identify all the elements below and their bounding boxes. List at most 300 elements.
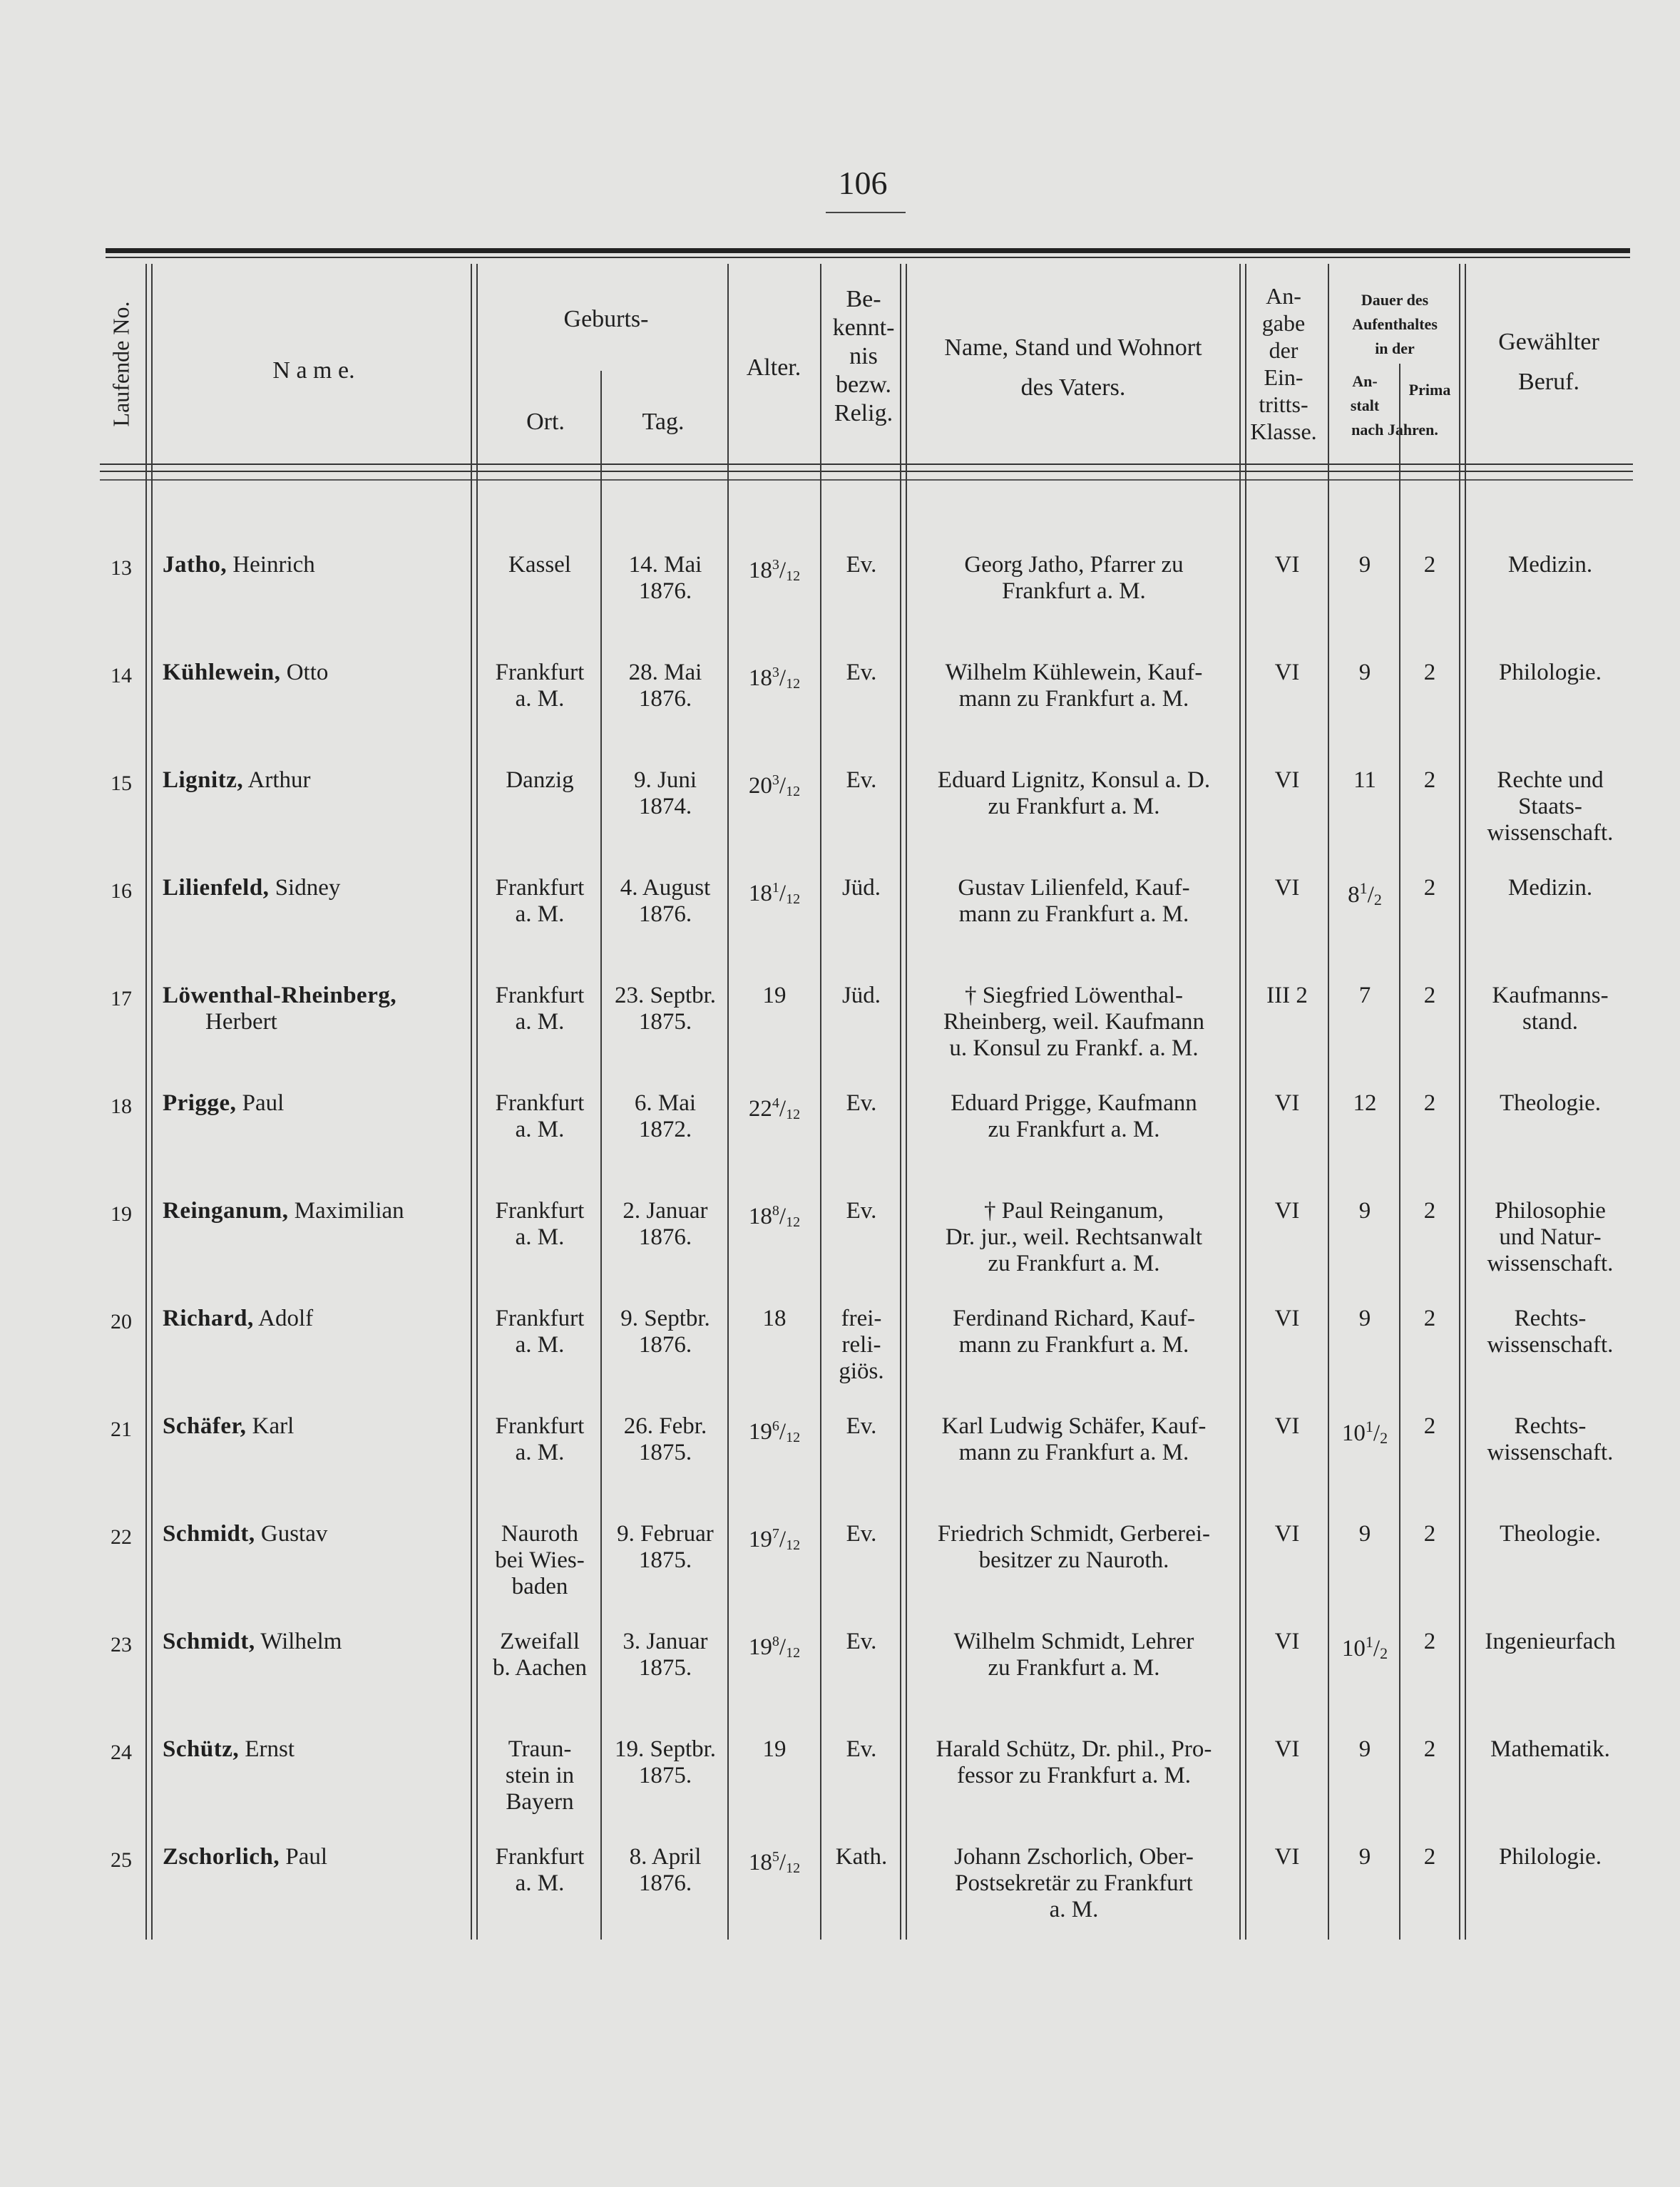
header-vater: Name, Stand und Wohnort des Vaters. xyxy=(944,334,1202,401)
father-info xyxy=(908,1521,1239,1574)
age-slash: / xyxy=(779,1527,787,1552)
chosen-profession-line: Ingenieurfach xyxy=(1485,1629,1616,1654)
student-name xyxy=(163,552,469,578)
birth-place-line: a. M. xyxy=(515,1870,565,1896)
birth-date-line: 1876. xyxy=(638,901,692,927)
age-whole: 18 xyxy=(748,1204,772,1229)
age-slash: / xyxy=(779,773,787,799)
birth-date-line: 1875. xyxy=(638,1009,692,1035)
years-anstalt-denominator: 2 xyxy=(1373,891,1382,908)
years-anstalt-numerator: 1 xyxy=(1365,1418,1373,1435)
birth-place-line: Bayern xyxy=(506,1789,574,1815)
years-prima: 2 xyxy=(1423,1521,1436,1547)
row-number: 14 xyxy=(111,664,132,687)
age-slash: / xyxy=(779,881,787,906)
years-prima: 2 xyxy=(1423,552,1436,578)
birth-place-line: b. Aachen xyxy=(493,1655,587,1681)
student-name xyxy=(163,1090,469,1117)
chosen-profession-line: Philosophie xyxy=(1495,1198,1606,1224)
age xyxy=(729,1629,820,1666)
birth-place-line: a. M. xyxy=(515,901,565,927)
religion-line: Jüd. xyxy=(841,875,881,901)
row-number: 20 xyxy=(111,1310,132,1333)
age xyxy=(729,983,820,1009)
birth-date-line: 1876. xyxy=(638,578,692,604)
student-given-name: Karl xyxy=(246,1413,294,1439)
entry-class: VI xyxy=(1274,1629,1300,1654)
birth-date xyxy=(603,983,727,1035)
father-info-line: † Paul Reinganum, xyxy=(983,1198,1164,1224)
years-anstalt-whole: 9 xyxy=(1358,552,1371,578)
chosen-profession xyxy=(1466,552,1634,578)
religion xyxy=(821,1090,901,1117)
chosen-profession-line: wissenschaft. xyxy=(1487,1440,1614,1465)
years-anstalt xyxy=(1331,1736,1399,1763)
row-number: 25 xyxy=(111,1848,132,1872)
religion xyxy=(821,983,901,1009)
age-slash: / xyxy=(779,665,787,691)
father-info-line: Gustav Lilienfeld, Kauf- xyxy=(958,875,1190,901)
age-whole: 19 xyxy=(762,983,787,1008)
student-surname: Prigge, xyxy=(163,1090,237,1116)
father-info-line: Friedrich Schmidt, Gerberei- xyxy=(937,1521,1211,1547)
age-denominator: 12 xyxy=(786,1430,801,1445)
birth-place xyxy=(479,660,600,712)
religion-line: Ev. xyxy=(846,1629,877,1654)
birth-date xyxy=(603,767,727,820)
years-anstalt-numerator: 1 xyxy=(1365,1633,1373,1651)
years-prima: 2 xyxy=(1423,1198,1436,1224)
father-info-line: zu Frankfurt a. M. xyxy=(988,1117,1160,1142)
row-number: 15 xyxy=(111,772,132,795)
years-anstalt-slash: / xyxy=(1373,1420,1381,1446)
age-denominator: 12 xyxy=(786,1645,801,1661)
page-number: 106 xyxy=(838,165,888,201)
student-name xyxy=(163,767,469,794)
birth-date-line: 8. April xyxy=(629,1844,702,1870)
header-tag: Tag. xyxy=(642,409,685,435)
student-name xyxy=(163,1198,469,1224)
birth-place-line: baden xyxy=(511,1574,568,1599)
student-surname: Kühlewein, xyxy=(163,660,281,685)
entry-class: III 2 xyxy=(1266,983,1308,1008)
birth-place-line: a. M. xyxy=(515,1332,565,1358)
age-whole: 19 xyxy=(748,1634,772,1660)
birth-date-line: 1875. xyxy=(638,1763,692,1788)
birth-date-line: 3. Januar xyxy=(623,1629,708,1654)
chosen-profession xyxy=(1466,1198,1634,1277)
chosen-profession xyxy=(1466,1090,1634,1117)
chosen-profession-line: Theologie. xyxy=(1499,1521,1602,1547)
age-whole: 18 xyxy=(748,665,772,691)
chosen-profession-line: Theologie. xyxy=(1499,1090,1602,1116)
years-prima: 2 xyxy=(1423,1306,1436,1331)
years-anstalt xyxy=(1331,767,1399,794)
years-anstalt-whole: 10 xyxy=(1341,1636,1366,1661)
birth-date-line: 1875. xyxy=(638,1655,692,1681)
birth-place-line: Zweifall xyxy=(500,1629,580,1654)
father-info xyxy=(908,1844,1239,1923)
row-number: 17 xyxy=(111,987,132,1010)
father-info-line: Eduard Lignitz, Konsul a. D. xyxy=(937,767,1211,793)
student-given-name: Sidney xyxy=(269,875,341,901)
years-anstalt-numerator: 1 xyxy=(1359,879,1368,897)
religion xyxy=(821,660,901,686)
chosen-profession-line: stand. xyxy=(1522,1009,1578,1035)
chosen-profession xyxy=(1466,1844,1634,1870)
age xyxy=(729,767,820,805)
father-info-line: Ferdinand Richard, Kauf- xyxy=(953,1306,1195,1331)
birth-date-line: 2. Januar xyxy=(623,1198,708,1224)
birth-place xyxy=(479,1090,600,1143)
father-info-line: Karl Ludwig Schäfer, Kauf- xyxy=(941,1413,1207,1439)
father-info-line: mann zu Frankfurt a. M. xyxy=(958,1440,1189,1465)
birth-place-line: Frankfurt xyxy=(495,1198,585,1224)
age-whole: 19 xyxy=(762,1736,787,1762)
age-numerator: 3 xyxy=(772,665,779,680)
age-denominator: 12 xyxy=(786,1537,801,1553)
religion-line: Ev. xyxy=(846,1521,877,1547)
age xyxy=(729,1844,820,1882)
father-info-line: a. M. xyxy=(1049,1897,1099,1922)
years-prima: 2 xyxy=(1423,983,1436,1008)
age-numerator: 3 xyxy=(772,772,779,788)
entry-class: VI xyxy=(1274,1844,1300,1870)
years-anstalt-whole: 9 xyxy=(1358,1736,1371,1762)
birth-date-line: 4. August xyxy=(620,875,711,901)
age-numerator: 1 xyxy=(772,880,779,896)
father-info xyxy=(908,875,1239,928)
religion-line: frei- xyxy=(841,1306,882,1331)
birth-place-line: Frankfurt xyxy=(495,1844,585,1870)
birth-place-line: a. M. xyxy=(515,1117,565,1142)
years-prima: 2 xyxy=(1423,1736,1436,1762)
years-prima: 2 xyxy=(1423,1844,1436,1870)
student-name xyxy=(163,1306,469,1332)
row-number: 18 xyxy=(111,1095,132,1118)
birth-date-line: 26. Febr. xyxy=(623,1413,707,1439)
age-whole: 20 xyxy=(748,773,772,799)
religion xyxy=(821,767,901,794)
row-number: 13 xyxy=(111,556,132,580)
years-anstalt-whole: 12 xyxy=(1353,1090,1377,1116)
age-numerator: 8 xyxy=(772,1634,779,1649)
chosen-profession-line: wissenschaft. xyxy=(1487,1251,1614,1276)
father-info xyxy=(908,1090,1239,1143)
header-bekenntnis: Be- kennt- nis bezw. Relig. xyxy=(832,286,895,426)
student-given-name: Maximilian xyxy=(288,1198,404,1224)
religion xyxy=(821,1736,901,1763)
birth-place xyxy=(479,1521,600,1600)
years-anstalt xyxy=(1331,1090,1399,1117)
years-anstalt xyxy=(1331,1198,1399,1224)
student-surname: Lilienfeld, xyxy=(163,875,270,901)
father-info-line: zu Frankfurt a. M. xyxy=(988,1251,1160,1276)
birth-date-line: 1876. xyxy=(638,1224,692,1250)
religion-line: Ev. xyxy=(846,1736,877,1762)
birth-date-line: 1875. xyxy=(638,1440,692,1465)
chosen-profession-line: Philologie. xyxy=(1499,1844,1602,1870)
header-alter: Alter. xyxy=(746,354,801,381)
student-surname: Schäfer, xyxy=(163,1413,247,1439)
age xyxy=(729,1413,820,1451)
religion xyxy=(821,1844,901,1870)
father-info-line: Georg Jatho, Pfarrer zu xyxy=(964,552,1184,578)
father-info-line: mann zu Frankfurt a. M. xyxy=(958,1332,1189,1358)
religion-line: giös. xyxy=(839,1358,884,1384)
birth-place xyxy=(479,983,600,1035)
years-anstalt xyxy=(1331,875,1399,913)
student-given-name: Otto xyxy=(280,660,329,685)
header-angabe: An- gabe der Ein- tritts- Klasse. xyxy=(1250,283,1317,444)
birth-date-line: 1872. xyxy=(638,1117,692,1142)
religion-line: Ev. xyxy=(846,1090,877,1116)
religion xyxy=(821,1413,901,1440)
religion xyxy=(821,875,901,901)
years-anstalt xyxy=(1331,983,1399,1009)
father-info-line: Eduard Prigge, Kaufmann xyxy=(951,1090,1197,1116)
chosen-profession-line: Rechts- xyxy=(1514,1306,1587,1331)
birth-place-line: Danzig xyxy=(506,767,574,793)
birth-date-line: 1876. xyxy=(638,686,692,712)
age-slash: / xyxy=(779,1850,787,1875)
birth-place xyxy=(479,552,600,578)
header-dauer: Dauer des Aufenthaltes in der xyxy=(1352,291,1438,357)
chosen-profession-line: Mathematik. xyxy=(1490,1736,1610,1762)
father-info-line: u. Konsul zu Frankf. a. M. xyxy=(949,1035,1199,1061)
years-prima: 2 xyxy=(1423,767,1436,793)
entry-class: VI xyxy=(1274,1090,1300,1116)
years-anstalt-whole: 9 xyxy=(1358,660,1371,685)
birth-date-line: 28. Mai xyxy=(628,660,702,685)
entry-class: VI xyxy=(1274,875,1300,901)
entry-class: VI xyxy=(1274,1413,1300,1439)
row-number: 24 xyxy=(111,1741,132,1764)
birth-place xyxy=(479,1413,600,1466)
birth-date xyxy=(603,1413,727,1466)
birth-date-line: 1876. xyxy=(638,1870,692,1896)
header-laufende-no: Laufende No. xyxy=(108,301,134,426)
age-slash: / xyxy=(779,1419,787,1445)
years-anstalt-denominator: 2 xyxy=(1380,1644,1388,1662)
birth-place-line: Frankfurt xyxy=(495,1090,585,1116)
years-anstalt-denominator: 2 xyxy=(1380,1429,1388,1447)
birth-date-line: 1876. xyxy=(638,1332,692,1358)
age-denominator: 12 xyxy=(786,784,801,799)
student-surname: Richard, xyxy=(163,1306,254,1331)
row-number: 16 xyxy=(111,879,132,903)
age xyxy=(729,1306,820,1332)
birth-date xyxy=(603,1090,727,1143)
age-whole: 19 xyxy=(748,1527,772,1552)
entry-class: VI xyxy=(1274,1198,1300,1224)
father-info-line: Rheinberg, weil. Kaufmann xyxy=(943,1009,1204,1035)
entry-class: VI xyxy=(1274,1306,1300,1331)
years-anstalt xyxy=(1331,1844,1399,1870)
birth-place xyxy=(479,1198,600,1251)
age-whole: 19 xyxy=(748,1419,772,1445)
entry-class: VI xyxy=(1274,552,1300,578)
age-numerator: 3 xyxy=(772,557,779,573)
chosen-profession-line: Rechte und xyxy=(1497,767,1604,793)
chosen-profession-line: und Natur- xyxy=(1499,1224,1602,1250)
chosen-profession xyxy=(1466,875,1634,901)
years-prima: 2 xyxy=(1423,1090,1436,1116)
student-name xyxy=(163,1521,469,1547)
years-anstalt xyxy=(1331,1413,1399,1451)
chosen-profession-line: Staats- xyxy=(1518,794,1582,819)
years-anstalt-whole: 9 xyxy=(1358,1844,1371,1870)
religion-line: Ev. xyxy=(846,1413,877,1439)
age-denominator: 12 xyxy=(786,1214,801,1230)
father-info-line: Dr. jur., weil. Rechtsanwalt xyxy=(945,1224,1203,1250)
student-name xyxy=(163,1736,469,1763)
age-denominator: 12 xyxy=(786,891,801,907)
birth-date xyxy=(603,660,727,712)
student-name xyxy=(163,1844,469,1870)
years-anstalt-whole: 8 xyxy=(1348,882,1360,908)
years-prima: 2 xyxy=(1423,1629,1436,1654)
religion-line: Ev. xyxy=(846,1198,877,1224)
header-nach-jahren: nach Jahren. xyxy=(1351,421,1438,439)
birth-place-line: a. M. xyxy=(515,686,565,712)
student-surname: Reinganum, xyxy=(163,1198,289,1224)
row-number: 23 xyxy=(111,1633,132,1656)
header-ort: Ort. xyxy=(526,409,565,435)
student-name xyxy=(163,1413,469,1440)
father-info xyxy=(908,1629,1239,1681)
age-numerator: 8 xyxy=(772,1203,779,1219)
religion-line: reli- xyxy=(841,1332,881,1358)
years-anstalt xyxy=(1331,660,1399,686)
years-anstalt xyxy=(1331,552,1399,578)
chosen-profession-line: Medizin. xyxy=(1507,875,1593,901)
age-slash: / xyxy=(779,1634,787,1660)
birth-place-line: Frankfurt xyxy=(495,1306,585,1331)
father-info-line: Harald Schütz, Dr. phil., Pro- xyxy=(936,1736,1212,1762)
years-anstalt-whole: 9 xyxy=(1358,1306,1371,1331)
birth-date-line: 9. Septbr. xyxy=(620,1306,710,1331)
chosen-profession xyxy=(1466,1521,1634,1547)
age-whole: 18 xyxy=(748,881,772,906)
age-numerator: 7 xyxy=(772,1526,779,1542)
age xyxy=(729,1198,820,1236)
father-info xyxy=(908,1198,1239,1277)
birth-place-line: a. M. xyxy=(515,1224,565,1250)
birth-place-line: a. M. xyxy=(515,1009,565,1035)
birth-place-line: a. M. xyxy=(515,1440,565,1465)
father-info xyxy=(908,660,1239,712)
entry-class: VI xyxy=(1274,660,1300,685)
religion-line: Kath. xyxy=(835,1844,888,1870)
student-given-name: Paul xyxy=(280,1844,328,1870)
birth-date-line: 9. Juni xyxy=(633,767,697,793)
birth-date xyxy=(603,875,727,928)
age-denominator: 12 xyxy=(786,1107,801,1122)
religion xyxy=(821,552,901,578)
father-info-line: Wilhelm Kühlewein, Kauf- xyxy=(945,660,1203,685)
header-name: N a m e. xyxy=(272,357,355,384)
age-denominator: 12 xyxy=(786,1860,801,1876)
student-surname: Schmidt, xyxy=(163,1521,255,1547)
birth-date xyxy=(603,1629,727,1681)
birth-date-line: 14. Mai xyxy=(628,552,702,578)
header-prima: Prima xyxy=(1408,381,1451,399)
birth-date-line: 23. Septbr. xyxy=(614,983,717,1008)
age-denominator: 12 xyxy=(786,676,801,692)
chosen-profession xyxy=(1466,1736,1634,1763)
age-whole: 22 xyxy=(748,1096,772,1122)
entry-class: VI xyxy=(1274,767,1300,793)
age xyxy=(729,660,820,697)
student-given-name: Arthur xyxy=(243,767,311,793)
age xyxy=(729,552,820,590)
birth-date xyxy=(603,552,727,605)
father-info-line: zu Frankfurt a. M. xyxy=(988,794,1160,819)
header-beruf: Gewählter Beruf. xyxy=(1498,329,1599,395)
father-info xyxy=(908,767,1239,820)
student-surname: Jatho, xyxy=(163,552,227,578)
student-given-name: Paul xyxy=(236,1090,285,1116)
age-numerator: 5 xyxy=(772,1849,779,1865)
student-surname: Schmidt, xyxy=(163,1629,255,1654)
birth-place-line: Frankfurt xyxy=(495,660,585,685)
birth-date-line: 19. Septbr. xyxy=(614,1736,717,1762)
student-name xyxy=(163,1629,469,1655)
age-denominator: 12 xyxy=(786,568,801,584)
father-info-line: mann zu Frankfurt a. M. xyxy=(958,901,1189,927)
student-surname: Löwenthal-Rheinberg, xyxy=(163,983,397,1008)
birth-date xyxy=(603,1844,727,1897)
chosen-profession-line: wissenschaft. xyxy=(1487,820,1614,846)
years-anstalt-slash: / xyxy=(1373,1636,1381,1661)
header-geburts: Geburts- xyxy=(563,306,649,332)
chosen-profession xyxy=(1466,1413,1634,1466)
religion xyxy=(821,1629,901,1655)
chosen-profession-line: Kaufmanns- xyxy=(1492,983,1609,1008)
religion-line: Jüd. xyxy=(841,983,881,1008)
birth-date xyxy=(603,1521,727,1574)
student-given-name: Herbert xyxy=(205,1009,277,1035)
birth-place-line: Frankfurt xyxy=(495,875,585,901)
years-prima: 2 xyxy=(1423,875,1436,901)
father-info-line: zu Frankfurt a. M. xyxy=(988,1655,1160,1681)
chosen-profession xyxy=(1466,983,1634,1035)
birth-place-line: Frankfurt xyxy=(495,983,585,1008)
age-whole: 18 xyxy=(762,1306,787,1331)
age-slash: / xyxy=(779,1204,787,1229)
age-whole: 18 xyxy=(748,558,772,583)
birth-date-line: 6. Mai xyxy=(634,1090,697,1116)
father-info-line: † Siegfried Löwenthal- xyxy=(964,983,1184,1008)
age xyxy=(729,1090,820,1128)
birth-place-line: Traun- xyxy=(508,1736,572,1762)
birth-date xyxy=(603,1198,727,1251)
entry-class: VI xyxy=(1274,1736,1300,1762)
years-anstalt xyxy=(1331,1629,1399,1666)
father-info-line: Johann Zschorlich, Ober- xyxy=(954,1844,1194,1870)
birth-date-line: 9. Februar xyxy=(617,1521,714,1547)
age-whole: 18 xyxy=(748,1850,772,1875)
birth-place-line: Frankfurt xyxy=(495,1413,585,1439)
student-given-name: Gustav xyxy=(255,1521,328,1547)
row-number: 22 xyxy=(111,1525,132,1549)
age-numerator: 6 xyxy=(772,1418,779,1434)
father-info xyxy=(908,1413,1239,1466)
birth-place-line: Kassel xyxy=(508,552,571,578)
chosen-profession xyxy=(1466,1629,1634,1655)
chosen-profession-line: Medizin. xyxy=(1507,552,1593,578)
